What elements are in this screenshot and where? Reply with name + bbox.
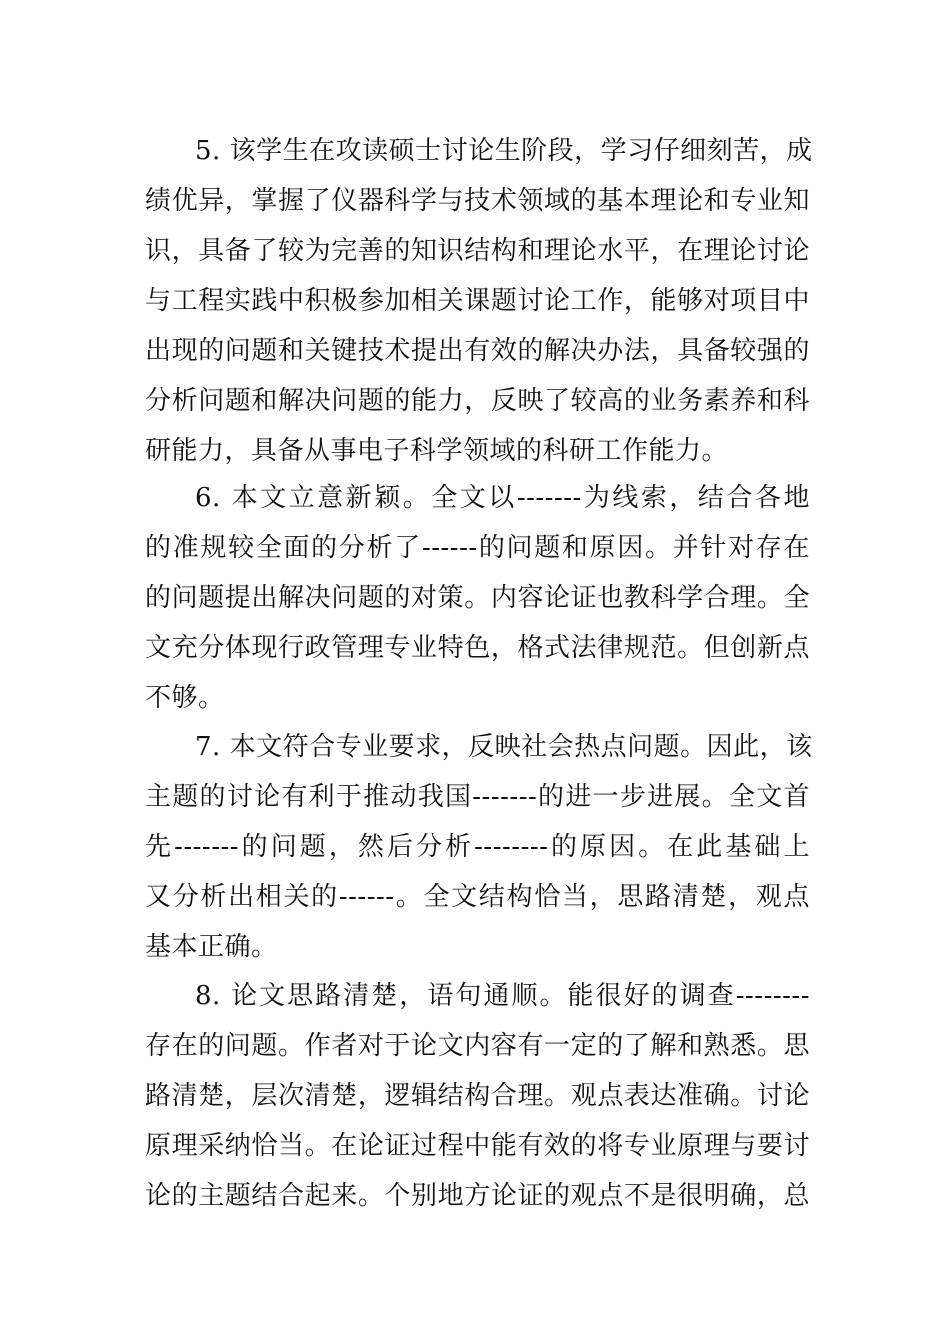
text-line: 与工程实践中积极参加相关课题讨论工作，能够对项目中: [145, 286, 810, 316]
text-line: 先-------的问题，然后分析--------的原因。在此基础上: [145, 832, 810, 862]
text-line: 出现的问题和关键技术提出有效的解决办法，具备较强的: [145, 336, 810, 366]
text-line: 7. 本文符合专业要求，反映社会热点问题。因此，该: [195, 732, 813, 762]
text-line: 5. 该学生在攻读硕士讨论生阶段，学习仔细刻苦，成: [195, 136, 813, 166]
text-line: 不够。: [145, 683, 225, 713]
text-line: 绩优异，掌握了仪器科学与技术领域的基本理论和专业知: [145, 186, 810, 216]
text-line: 原理采纳恰当。在论证过程中能有效的将专业原理与要讨: [145, 1131, 810, 1161]
text-line: 基本正确。: [145, 932, 278, 962]
text-line: 8. 论文思路清楚，语句通顺。能很好的调查--------: [195, 981, 810, 1011]
text-line: 又分析出相关的------。全文结构恰当，思路清楚，观点: [145, 882, 810, 912]
text-line: 文充分体现行政管理专业特色，格式法律规范。但创新点: [145, 633, 810, 663]
text-line: 6. 本文立意新颖。全文以-------为线索，结合各地: [195, 483, 810, 513]
text-line: 的问题提出解决问题的对策。内容论证也教科学合理。全: [145, 583, 810, 613]
text-line: 主题的讨论有利于推动我国-------的进一步进展。全文首: [145, 782, 810, 812]
text-line: 路清楚，层次清楚，逻辑结构合理。观点表达准确。讨论: [145, 1081, 810, 1111]
text-line: 研能力，具备从事电子科学领域的科研工作能力。: [145, 436, 729, 466]
text-line: 的准规较全面的分析了------的问题和原因。并针对存在: [145, 533, 810, 563]
text-line: 论的主题结合起来。个别地方论证的观点不是很明确，总: [145, 1181, 810, 1211]
text-line: 分析问题和解决问题的能力，反映了较高的业务素养和科: [145, 386, 810, 416]
text-line: 存在的问题。作者对于论文内容有一定的了解和熟悉。思: [145, 1031, 810, 1061]
text-line: 识，具备了较为完善的知识结构和理论水平，在理论讨论: [145, 236, 810, 266]
